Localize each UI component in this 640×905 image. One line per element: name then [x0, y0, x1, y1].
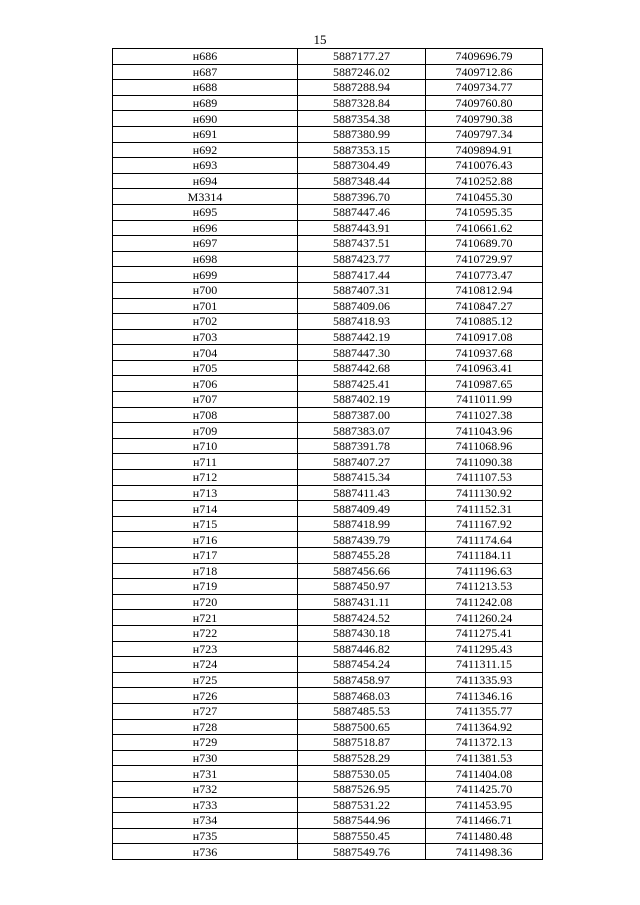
x-coordinate-cell: 5887396.70: [298, 189, 426, 205]
point-name-cell: н707: [113, 392, 298, 408]
x-coordinate-cell: 5887550.45: [298, 828, 426, 844]
y-coordinate-cell: 7411260.24: [426, 610, 543, 626]
point-name-cell: н727: [113, 703, 298, 719]
x-coordinate-cell: 5887425.41: [298, 376, 426, 392]
x-coordinate-cell: 5887348.44: [298, 173, 426, 189]
table-row: [113, 813, 543, 829]
point-name-cell: н698: [113, 251, 298, 267]
table-row: [113, 485, 543, 501]
y-coordinate-cell: 7411275.41: [426, 625, 543, 641]
table-row: [113, 360, 543, 376]
x-coordinate-cell: 5887454.24: [298, 657, 426, 673]
table-row: [113, 189, 543, 205]
point-name-cell: н690: [113, 111, 298, 127]
point-name-cell: н726: [113, 688, 298, 704]
table-row: [113, 220, 543, 236]
y-coordinate-cell: 7409790.38: [426, 111, 543, 127]
y-coordinate-cell: 7411466.71: [426, 813, 543, 829]
point-name-cell: н723: [113, 641, 298, 657]
y-coordinate-cell: 7409894.91: [426, 142, 543, 158]
x-coordinate-cell: 5887387.00: [298, 407, 426, 423]
table-row: [113, 329, 543, 345]
x-coordinate-cell: 5887328.84: [298, 95, 426, 111]
point-name-cell: н736: [113, 844, 298, 860]
table-row: [113, 95, 543, 111]
x-coordinate-cell: 5887468.03: [298, 688, 426, 704]
y-coordinate-cell: 7410661.62: [426, 220, 543, 236]
point-name-cell: н693: [113, 158, 298, 174]
y-coordinate-cell: 7410987.65: [426, 376, 543, 392]
coordinates-table-body: [113, 49, 543, 860]
table-row: [113, 204, 543, 220]
table-row: [113, 470, 543, 486]
point-name-cell: н706: [113, 376, 298, 392]
point-name-cell: н711: [113, 454, 298, 470]
y-coordinate-cell: 7410917.08: [426, 329, 543, 345]
y-coordinate-cell: 7409734.77: [426, 80, 543, 96]
table-row: [113, 282, 543, 298]
x-coordinate-cell: 5887353.15: [298, 142, 426, 158]
x-coordinate-cell: 5887417.44: [298, 267, 426, 283]
y-coordinate-cell: 7411213.53: [426, 579, 543, 595]
point-name-cell: н697: [113, 236, 298, 252]
y-coordinate-cell: 7411364.92: [426, 719, 543, 735]
y-coordinate-cell: 7411184.11: [426, 548, 543, 564]
table-row: [113, 111, 543, 127]
point-name-cell: н688: [113, 80, 298, 96]
y-coordinate-cell: 7411167.92: [426, 516, 543, 532]
point-name-cell: н705: [113, 360, 298, 376]
x-coordinate-cell: 5887446.82: [298, 641, 426, 657]
y-coordinate-cell: 7410885.12: [426, 314, 543, 330]
x-coordinate-cell: 5887354.38: [298, 111, 426, 127]
y-coordinate-cell: 7411107.53: [426, 470, 543, 486]
x-coordinate-cell: 5887549.76: [298, 844, 426, 860]
y-coordinate-cell: 7409712.86: [426, 64, 543, 80]
y-coordinate-cell: 7409797.34: [426, 126, 543, 142]
y-coordinate-cell: 7410729.97: [426, 251, 543, 267]
table-row: [113, 719, 543, 735]
y-coordinate-cell: 7411404.08: [426, 766, 543, 782]
point-name-cell: н709: [113, 423, 298, 439]
y-coordinate-cell: 7411498.36: [426, 844, 543, 860]
y-coordinate-cell: 7410076.43: [426, 158, 543, 174]
x-coordinate-cell: 5887430.18: [298, 625, 426, 641]
x-coordinate-cell: 5887424.52: [298, 610, 426, 626]
table-row: [113, 392, 543, 408]
y-coordinate-cell: 7410252.88: [426, 173, 543, 189]
table-row: [113, 236, 543, 252]
x-coordinate-cell: 5887443.91: [298, 220, 426, 236]
x-coordinate-cell: 5887402.19: [298, 392, 426, 408]
point-name-cell: н696: [113, 220, 298, 236]
y-coordinate-cell: 7410455.30: [426, 189, 543, 205]
x-coordinate-cell: 5887246.02: [298, 64, 426, 80]
x-coordinate-cell: 5887415.34: [298, 470, 426, 486]
x-coordinate-cell: 5887383.07: [298, 423, 426, 439]
table-row: [113, 625, 543, 641]
x-coordinate-cell: 5887391.78: [298, 438, 426, 454]
y-coordinate-cell: 7410937.68: [426, 345, 543, 361]
table-row: [113, 781, 543, 797]
y-coordinate-cell: 7411242.08: [426, 594, 543, 610]
x-coordinate-cell: 5887418.99: [298, 516, 426, 532]
point-name-cell: н714: [113, 501, 298, 517]
point-name-cell: н733: [113, 797, 298, 813]
x-coordinate-cell: 5887411.43: [298, 485, 426, 501]
table-row: [113, 314, 543, 330]
y-coordinate-cell: 7411027.38: [426, 407, 543, 423]
y-coordinate-cell: 7411196.63: [426, 563, 543, 579]
x-coordinate-cell: 5887177.27: [298, 49, 426, 65]
table-row: [113, 750, 543, 766]
table-row: [113, 828, 543, 844]
y-coordinate-cell: 7411453.95: [426, 797, 543, 813]
table-row: [113, 454, 543, 470]
table-row: [113, 267, 543, 283]
y-coordinate-cell: 7410773.47: [426, 267, 543, 283]
table-row: [113, 610, 543, 626]
point-name-cell: н692: [113, 142, 298, 158]
y-coordinate-cell: 7410689.70: [426, 236, 543, 252]
point-name-cell: н699: [113, 267, 298, 283]
point-name-cell: н691: [113, 126, 298, 142]
y-coordinate-cell: 7410595.35: [426, 204, 543, 220]
point-name-cell: н718: [113, 563, 298, 579]
table-row: [113, 563, 543, 579]
table-row: [113, 64, 543, 80]
x-coordinate-cell: 5887458.97: [298, 672, 426, 688]
table-row: [113, 298, 543, 314]
table-row: [113, 376, 543, 392]
y-coordinate-cell: 7411335.93: [426, 672, 543, 688]
point-name-cell: н701: [113, 298, 298, 314]
table-row: [113, 594, 543, 610]
table-row: [113, 844, 543, 860]
point-name-cell: н734: [113, 813, 298, 829]
coordinates-table: [112, 48, 543, 860]
page-number: 15: [313, 32, 327, 47]
point-name-cell: н717: [113, 548, 298, 564]
table-row: [113, 142, 543, 158]
point-name-cell: н729: [113, 735, 298, 751]
point-name-cell: н735: [113, 828, 298, 844]
y-coordinate-cell: 7411174.64: [426, 532, 543, 548]
x-coordinate-cell: 5887447.46: [298, 204, 426, 220]
table-row: [113, 703, 543, 719]
table-row: [113, 766, 543, 782]
x-coordinate-cell: 5887437.51: [298, 236, 426, 252]
y-coordinate-cell: 7411346.16: [426, 688, 543, 704]
point-name-cell: М3314: [113, 189, 298, 205]
point-name-cell: н708: [113, 407, 298, 423]
y-coordinate-cell: 7411425.70: [426, 781, 543, 797]
point-name-cell: н730: [113, 750, 298, 766]
point-name-cell: н704: [113, 345, 298, 361]
x-coordinate-cell: 5887544.96: [298, 813, 426, 829]
table-row: [113, 80, 543, 96]
table-row: [113, 345, 543, 361]
x-coordinate-cell: 5887456.66: [298, 563, 426, 579]
table-row: [113, 438, 543, 454]
point-name-cell: н722: [113, 625, 298, 641]
x-coordinate-cell: 5887418.93: [298, 314, 426, 330]
x-coordinate-cell: 5887442.68: [298, 360, 426, 376]
y-coordinate-cell: 7411068.96: [426, 438, 543, 454]
x-coordinate-cell: 5887450.97: [298, 579, 426, 595]
x-coordinate-cell: 5887528.29: [298, 750, 426, 766]
y-coordinate-cell: 7411130.92: [426, 485, 543, 501]
table-row: [113, 688, 543, 704]
table-row: [113, 797, 543, 813]
point-name-cell: н700: [113, 282, 298, 298]
y-coordinate-cell: 7411295.43: [426, 641, 543, 657]
table-row: [113, 173, 543, 189]
y-coordinate-cell: 7411381.53: [426, 750, 543, 766]
point-name-cell: н725: [113, 672, 298, 688]
y-coordinate-cell: 7411152.31: [426, 501, 543, 517]
table-row: [113, 579, 543, 595]
table-row: [113, 501, 543, 517]
point-name-cell: н731: [113, 766, 298, 782]
y-coordinate-cell: 7409760.80: [426, 95, 543, 111]
point-name-cell: н732: [113, 781, 298, 797]
point-name-cell: н703: [113, 329, 298, 345]
table-row: [113, 158, 543, 174]
y-coordinate-cell: 7411011.99: [426, 392, 543, 408]
y-coordinate-cell: 7411372.13: [426, 735, 543, 751]
table-row: [113, 548, 543, 564]
table-row: [113, 532, 543, 548]
point-name-cell: н716: [113, 532, 298, 548]
y-coordinate-cell: 7411043.96: [426, 423, 543, 439]
x-coordinate-cell: 5887455.28: [298, 548, 426, 564]
point-name-cell: н689: [113, 95, 298, 111]
x-coordinate-cell: 5887526.95: [298, 781, 426, 797]
point-name-cell: н715: [113, 516, 298, 532]
x-coordinate-cell: 5887431.11: [298, 594, 426, 610]
table-row: [113, 126, 543, 142]
y-coordinate-cell: 7410963.41: [426, 360, 543, 376]
x-coordinate-cell: 5887380.99: [298, 126, 426, 142]
table-row: [113, 735, 543, 751]
x-coordinate-cell: 5887407.31: [298, 282, 426, 298]
x-coordinate-cell: 5887304.49: [298, 158, 426, 174]
x-coordinate-cell: 5887518.87: [298, 735, 426, 751]
point-name-cell: н694: [113, 173, 298, 189]
x-coordinate-cell: 5887409.49: [298, 501, 426, 517]
y-coordinate-cell: 7409696.79: [426, 49, 543, 65]
x-coordinate-cell: 5887530.05: [298, 766, 426, 782]
y-coordinate-cell: 7411090.38: [426, 454, 543, 470]
x-coordinate-cell: 5887531.22: [298, 797, 426, 813]
point-name-cell: н702: [113, 314, 298, 330]
y-coordinate-cell: 7411480.48: [426, 828, 543, 844]
point-name-cell: н720: [113, 594, 298, 610]
x-coordinate-cell: 5887439.79: [298, 532, 426, 548]
y-coordinate-cell: 7411311.15: [426, 657, 543, 673]
point-name-cell: н686: [113, 49, 298, 65]
point-name-cell: н728: [113, 719, 298, 735]
y-coordinate-cell: 7410847.27: [426, 298, 543, 314]
y-coordinate-cell: 7410812.94: [426, 282, 543, 298]
point-name-cell: н724: [113, 657, 298, 673]
table-row: [113, 251, 543, 267]
point-name-cell: н687: [113, 64, 298, 80]
x-coordinate-cell: 5887442.19: [298, 329, 426, 345]
x-coordinate-cell: 5887423.77: [298, 251, 426, 267]
x-coordinate-cell: 5887407.27: [298, 454, 426, 470]
point-name-cell: н710: [113, 438, 298, 454]
table-row: [113, 657, 543, 673]
x-coordinate-cell: 5887447.30: [298, 345, 426, 361]
point-name-cell: н695: [113, 204, 298, 220]
table-row: [113, 641, 543, 657]
table-row: [113, 516, 543, 532]
x-coordinate-cell: 5887485.53: [298, 703, 426, 719]
point-name-cell: н721: [113, 610, 298, 626]
x-coordinate-cell: 5887500.65: [298, 719, 426, 735]
table-row: [113, 423, 543, 439]
table-row: [113, 407, 543, 423]
table-row: [113, 672, 543, 688]
table-row: [113, 49, 543, 65]
point-name-cell: н712: [113, 470, 298, 486]
point-name-cell: н713: [113, 485, 298, 501]
x-coordinate-cell: 5887288.94: [298, 80, 426, 96]
y-coordinate-cell: 7411355.77: [426, 703, 543, 719]
point-name-cell: н719: [113, 579, 298, 595]
x-coordinate-cell: 5887409.06: [298, 298, 426, 314]
